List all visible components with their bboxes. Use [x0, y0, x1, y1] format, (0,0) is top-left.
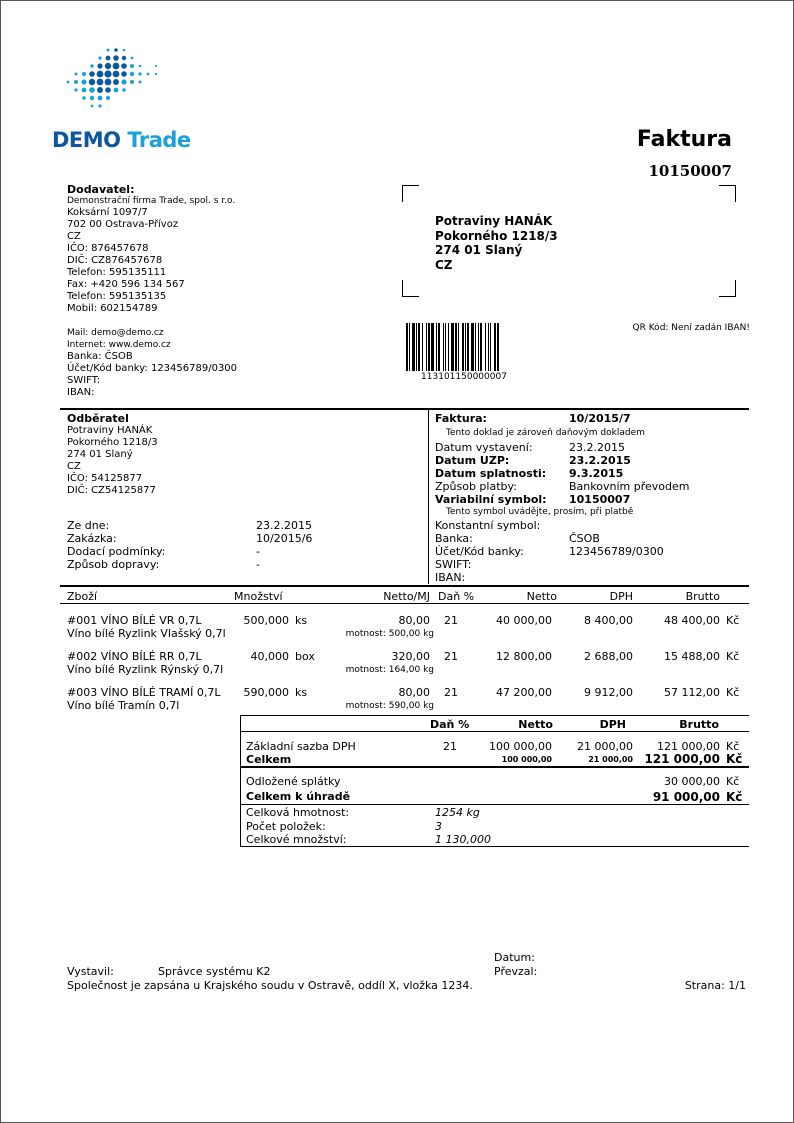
item-code: #002 VÍNO BÍLÉ RR 0,7L [67, 650, 202, 663]
invoice-value: 10/2015/7 [569, 412, 631, 425]
footer-issued-label: Vystavil: [67, 965, 114, 978]
barcode-bar [490, 323, 491, 371]
logo-dot [82, 96, 86, 100]
info-label: IBAN: [435, 571, 466, 584]
summary-header-net: Netto [518, 718, 553, 731]
summary-stats [246, 806, 546, 847]
logo-dot [130, 80, 134, 84]
deferred-currency: Kč [726, 775, 740, 788]
logo-dot [105, 79, 112, 86]
info-label: Datum splatnosti: [435, 467, 547, 480]
stat-value: 1 130,000 [435, 833, 491, 846]
total-label: Celkem [246, 753, 292, 766]
item-tax: 21 [444, 686, 458, 699]
barcode-icon [404, 323, 524, 371]
info-label: Účet/Kód banky: [435, 545, 524, 558]
barcode-bar [480, 323, 482, 371]
customer-line: 274 01 Slaný [67, 449, 133, 460]
amount-due-currency: Kč [726, 790, 743, 804]
company-logo-text [52, 128, 191, 152]
customer-heading: Odběratel [67, 412, 129, 425]
item-weight: motnost: 164,00 kg [345, 665, 434, 675]
section-divider [60, 408, 749, 410]
info-label: Banka: [435, 532, 473, 545]
deferred-value: 30 000,00 [664, 775, 720, 788]
logo-dot [89, 79, 95, 85]
info-value: 9.3.2015 [569, 467, 624, 480]
logo-dot [121, 79, 126, 84]
logo-dot [113, 63, 120, 70]
supplier-line: 702 00 Ostrava-Přívoz [67, 219, 179, 230]
supplier-iban: IBAN: [67, 387, 95, 397]
item-net: 12 800,00 [496, 650, 552, 663]
stat-label: Celkové množství: [246, 833, 347, 846]
item-gross: 15 488,00 [664, 650, 720, 663]
barcode-bar [465, 323, 466, 371]
invoice-dates [435, 441, 735, 506]
customer-line: CZ [67, 461, 81, 472]
supplier-account: Účet/Kód banky: 123456789/0300 [67, 363, 238, 374]
item-currency: Kč [726, 650, 740, 663]
logo-dot [138, 72, 141, 75]
item-tax: 21 [444, 650, 458, 663]
item-net: 47 200,00 [496, 686, 552, 699]
info-label: Datum UZP: [435, 454, 510, 467]
summary-top-border [240, 715, 749, 716]
base-rate-label: Základní sazba DPH [246, 740, 356, 753]
barcode-bar [422, 323, 423, 371]
logo-dot [113, 71, 120, 78]
barcode-bar [471, 323, 474, 371]
item-weight: motnost: 590,00 kg [345, 701, 434, 711]
item-code: #001 VÍNO BÍLÉ VR 0,7L [67, 614, 202, 627]
logo-dot [131, 57, 134, 60]
address-corner [719, 280, 736, 297]
summary-left-border [240, 715, 241, 846]
supplier-line: Koksární 1097/7 [67, 207, 148, 218]
item-code: #003 VÍNO BÍLÉ TRAMÍ 0,7L [67, 686, 221, 699]
address-corner [402, 185, 419, 202]
logo-dot [122, 56, 126, 60]
amount-due-label: Celkem k úhradě [246, 790, 351, 803]
variable-symbol-note: Tento symbol uvádějte, prosím, při platbě [446, 507, 634, 517]
stat-label: Počet položek: [246, 819, 326, 833]
info-divider [428, 409, 429, 584]
header-gross: Brutto [685, 590, 720, 603]
logo-dot [82, 88, 87, 93]
barcode-bar [436, 323, 437, 371]
item-vat: 2 688,00 [584, 650, 633, 663]
company-logo-icon [64, 46, 174, 112]
table-top-border [60, 585, 749, 587]
supplier-mail: Mail: demo@demo.cz [67, 328, 164, 338]
barcode-bar [451, 323, 454, 371]
extra-value: - [256, 545, 260, 558]
barcode-bar [478, 323, 479, 371]
amount-due-border [240, 804, 749, 805]
summary-bottom-border [240, 846, 749, 847]
logo-dot [121, 63, 127, 69]
info-value: Bankovním převodem [569, 480, 690, 493]
logo-dot [139, 81, 142, 84]
info-value: ČSOB [569, 532, 600, 545]
barcode-bar [448, 323, 449, 371]
item-description: Víno bílé Tramín 0,7l [67, 699, 180, 712]
item-gross: 57 112,00 [664, 686, 720, 699]
logo-trade-text: Trade [127, 128, 191, 152]
logo-dot [82, 72, 86, 76]
total-net: 100 000,00 [501, 755, 552, 764]
base-rate-currency: Kč [726, 740, 740, 753]
document-title: Faktura [636, 127, 732, 152]
recipient-line: 274 01 Slaný [435, 243, 523, 257]
logo-dot [98, 96, 103, 101]
logo-dot [155, 73, 157, 75]
recipient-line: Pokorného 1218/3 [435, 228, 558, 243]
barcode-bar [418, 323, 420, 371]
item-unit: ks [295, 686, 308, 699]
logo-dot [97, 63, 102, 68]
barcode-bar [467, 323, 469, 371]
item-unit-price: 320,00 [391, 650, 430, 663]
info-label: Variabilní symbol: [435, 493, 547, 506]
invoice-label: Faktura: [435, 412, 487, 425]
info-label: Způsob platby: [435, 480, 517, 493]
barcode-bar [485, 323, 486, 371]
customer-details [67, 425, 158, 497]
barcode-bar [426, 323, 427, 371]
item-quantity: 40,000 [250, 650, 289, 663]
header-net-unit: Netto/MJ [383, 590, 430, 603]
address-corner [719, 185, 736, 202]
barcode-bar [409, 323, 410, 371]
logo-dot [104, 70, 111, 77]
extra-label: Ze dne: [67, 519, 110, 532]
info-label: Konstantní symbol: [435, 519, 541, 532]
logo-dot [123, 49, 126, 52]
item-currency: Kč [726, 686, 740, 699]
supplier-line: Fax: +420 596 134 567 [67, 279, 185, 290]
supplier-line: DIČ: CZ876457678 [67, 255, 163, 266]
logo-dot [147, 73, 150, 76]
recipient-line: CZ [435, 257, 453, 272]
supplier-line: Telefon: 595135111 [67, 267, 167, 278]
total-vat: 21 000,00 [588, 755, 633, 764]
amount-due-value: 91 000,00 [652, 790, 720, 804]
logo-dot [97, 87, 103, 93]
extra-value: 10/2015/6 [256, 532, 313, 545]
barcode-bar [438, 323, 440, 371]
logo-dot [107, 49, 110, 52]
item-unit: box [295, 650, 315, 663]
logo-dot [113, 79, 119, 85]
barcode-number: 113101150000007 [421, 372, 507, 382]
footer-issued-value: Správce systému K2 [158, 965, 271, 978]
logo-dot [74, 80, 78, 84]
logo-dot [121, 71, 127, 77]
header-goods: Zboží [67, 590, 98, 603]
info-value: 23.2.2015 [569, 441, 625, 454]
summary-header-vat: DPH [599, 718, 626, 731]
logo-dot [139, 65, 142, 68]
supplier-web: Internet: www.demo.cz [67, 340, 171, 350]
extra-label: Zakázka: [67, 532, 117, 545]
barcode-bar [494, 323, 496, 371]
total-border [240, 766, 749, 768]
logo-dot [105, 63, 111, 69]
barcode-bar [412, 323, 415, 371]
extra-value: 23.2.2015 [256, 519, 312, 532]
base-rate-net: 100 000,00 [489, 740, 552, 753]
customer-line: Potraviny HANÁK [67, 425, 153, 436]
total-gross: 121 000,00 [644, 752, 720, 766]
customer-line: Pokorného 1218/3 [67, 437, 158, 448]
logo-dot [130, 64, 134, 68]
logo-dot [106, 56, 111, 61]
logo-dot [106, 96, 110, 100]
customer-line: DIČ: CZ54125877 [67, 485, 156, 496]
summary-header-tax: Daň % [430, 718, 470, 731]
tax-document-note: Tento doklad je zároveň daňovým dokladem [446, 428, 645, 438]
supplier-line: Telefon: 595135135 [67, 291, 167, 302]
summary-header-gross: Brutto [679, 718, 719, 731]
logo-dot [105, 87, 111, 93]
supplier-bank: Banka: ČSOB [67, 351, 133, 362]
item-weight: motnost: 500,00 kg [345, 629, 434, 639]
recipient-line: Potraviny HANÁK [435, 214, 553, 228]
barcode-bar [431, 323, 434, 371]
footer-registry: Společnost je zapsána u Krajského soudu v Ostravě, oddíl X, vložka 1234. [67, 979, 473, 992]
item-currency: Kč [726, 614, 740, 627]
barcode-bar [428, 323, 430, 371]
item-unit: ks [295, 614, 308, 627]
invoice-bank-info [435, 519, 735, 584]
customer-extra [67, 519, 367, 571]
item-unit-price: 80,00 [398, 614, 430, 627]
logo-dot [97, 71, 104, 78]
logo-dot [114, 88, 119, 93]
barcode-bar [416, 323, 417, 371]
supplier-swift: SWIFT: [67, 375, 101, 386]
extra-value: - [256, 558, 260, 571]
logo-dot [90, 96, 94, 100]
base-rate-vat: 21 000,00 [577, 740, 633, 753]
logo-dot [74, 88, 77, 91]
barcode-bar [462, 323, 464, 371]
item-quantity: 590,000 [243, 686, 289, 699]
info-label: Datum vystavení: [435, 441, 533, 454]
logo-dot [89, 87, 95, 93]
barcode-bar [406, 323, 408, 371]
logo-dot [98, 104, 101, 107]
item-vat: 9 912,00 [584, 686, 633, 699]
header-quantity: Množství [234, 590, 283, 603]
address-corner [402, 280, 419, 297]
logo-dot [90, 64, 93, 67]
extra-label: Dodací podmínky: [67, 545, 166, 558]
barcode-bar [455, 323, 457, 371]
barcode-bar [458, 323, 459, 371]
customer-line: IČO: 54125877 [67, 473, 143, 484]
barcode-bar [445, 323, 446, 371]
logo-dot [122, 88, 126, 92]
item-net: 40 000,00 [496, 614, 552, 627]
logo-demo-text: DEMO [52, 128, 121, 152]
total-currency: Kč [726, 752, 743, 766]
footer-date-label: Datum: [494, 951, 535, 964]
logo-dot [155, 65, 157, 67]
supplier-line: CZ [67, 231, 81, 242]
info-value: 23.2.2015 [569, 454, 631, 467]
barcode-bar [475, 323, 476, 371]
logo-dot [75, 73, 78, 76]
supplier-details [67, 195, 235, 315]
barcode-bar [497, 323, 499, 371]
supplier-line: IČO: 876457678 [67, 243, 149, 254]
item-description: Víno bílé Ryzlink Vlašský 0,7l [67, 627, 226, 640]
deferred-label: Odložené splátky [246, 775, 341, 788]
logo-dot [97, 79, 104, 86]
summary-header-border [240, 731, 749, 732]
logo-dot [113, 55, 119, 61]
base-rate-gross: 121 000,00 [657, 740, 720, 753]
supplier-line: Demonstrační firma Trade, spol. s r.o. [67, 196, 236, 206]
header-net: Netto [526, 590, 557, 603]
header-vat: DPH [609, 590, 633, 603]
logo-dot [114, 48, 118, 52]
stat-value: 3 [435, 819, 442, 833]
table-header-border [60, 603, 749, 604]
base-rate-tax: 21 [443, 740, 457, 753]
document-number: 10150007 [648, 162, 732, 180]
item-unit-price: 80,00 [398, 686, 430, 699]
qr-note: QR Kód: Není zadán IBAN! [632, 323, 750, 333]
barcode-bar [443, 323, 444, 371]
recipient-address [435, 214, 558, 272]
header-tax: Daň % [438, 590, 475, 603]
supplier-heading: Dodavatel: [67, 183, 135, 196]
item-gross: 48 400,00 [664, 614, 720, 627]
item-vat: 8 400,00 [584, 614, 633, 627]
item-tax: 21 [444, 614, 458, 627]
supplier-contacts [67, 327, 237, 397]
supplier-line: Mobil: 602154789 [67, 303, 158, 314]
logo-dot [130, 72, 134, 76]
logo-dot [98, 56, 101, 59]
stat-value: 1254 kg [435, 806, 480, 819]
item-quantity: 500,000 [243, 614, 289, 627]
stat-label: Celková hmotnost: [246, 806, 350, 819]
footer-received-label: Převzal: [494, 965, 538, 978]
barcode-bar [488, 323, 489, 371]
info-value: 10150007 [569, 493, 631, 506]
item-description: Víno bílé Ryzlink Rýnský 0,7l [67, 663, 224, 676]
info-value: 123456789/0300 [569, 545, 664, 558]
extra-label: Způsob dopravy: [67, 558, 160, 571]
logo-dot [81, 79, 86, 84]
logo-dot [91, 105, 94, 108]
logo-dot [89, 71, 95, 77]
footer-page-number: Strana: 1/1 [684, 979, 746, 992]
logo-dot [67, 81, 70, 84]
info-label: SWIFT: [435, 558, 472, 571]
